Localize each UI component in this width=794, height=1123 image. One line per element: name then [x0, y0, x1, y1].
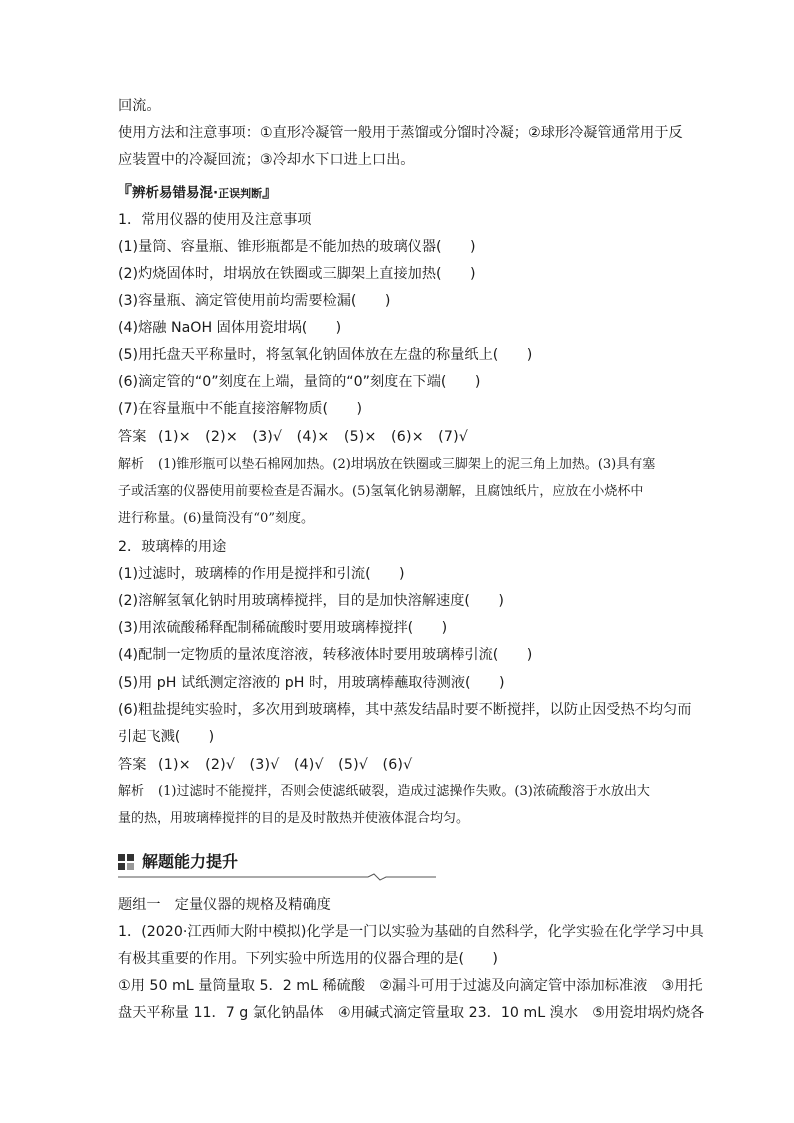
question-line-4: 盘天平称量 11．7 g 氯化钠晶体 ④用碱式滴定管量取 23．10 mL 溴水 ⑤用瓷坩埚灼烧各: [118, 1005, 705, 1021]
s2-item-5: (5)用 pH 试纸测定溶液的 pH 时，用玻璃棒蘸取待测液( ): [118, 675, 505, 691]
s1-answer-value: (1)× (2)× (3)√ (4)× (5)× (6)× (7)√: [158, 429, 469, 445]
s1-explain-3: 进行称量。(6)量筒没有“0”刻度。: [118, 511, 314, 526]
section-header: [118, 848, 448, 878]
question-line-1: 1．(2020·江西师大附中模拟)化学是一门以实验为基础的自然科学，化学实验在化学学习中具: [118, 924, 704, 940]
tag-main: 辨析易错易混: [132, 185, 214, 201]
group-title: 题组一 定量仪器的规格及精确度: [118, 897, 331, 913]
section-header-title: 解题能力提升: [142, 852, 239, 871]
tag-sub: 正误判断: [218, 187, 263, 200]
s2-answer-label: 答案: [118, 757, 147, 773]
bracket-left-icon: 『: [116, 182, 133, 201]
error-analysis-tag: [116, 181, 278, 203]
s2-item-6-cont: 引起飞溅( ): [118, 729, 215, 745]
s2-item-1: (1)过滤时，玻璃棒的作用是搅拌和引流( ): [118, 566, 405, 582]
s1-item-3: (3)容量瓶、滴定管使用前均需要检漏( ): [118, 293, 391, 309]
s1-item-4: (4)熔融 NaOH 固体用瓷坩埚( ): [118, 320, 342, 336]
s1-explain-1: [118, 455, 678, 475]
section2-title: 2．玻璃棒的用途: [118, 539, 227, 555]
s1-answer: [118, 427, 678, 447]
bracket-right-icon: 』: [262, 182, 279, 201]
s2-explain-label: 解析: [118, 784, 145, 799]
s2-item-4: (4)配制一定物质的量浓度溶液，转移液体时要用玻璃棒引流( ): [118, 647, 533, 663]
intro-line-1: 回流。: [118, 98, 161, 114]
intro-line-3: 应装置中的冷凝回流；③冷却水下口进上口出。: [118, 152, 415, 168]
s1-item-7: (7)在容量瓶中不能直接溶解物质( ): [118, 401, 362, 417]
s1-item-6: (6)滴定管的“0”刻度在上端，量筒的“0”刻度在下端( ): [118, 374, 481, 390]
s2-answer: [118, 755, 678, 775]
question-line-2: 有极其重要的作用。下列实验中所选用的仪器合理的是( ): [118, 951, 498, 967]
s1-answer-label: 答案: [118, 429, 147, 445]
s1-explain-text-1: (1)锥形瓶可以垫石棉网加热。(2)坩埚放在铁圈或三脚架上的泥三角上加热。(3)具有塞: [158, 457, 656, 472]
s1-item-2: (2)灼烧固体时，坩埚放在铁圈或三脚架上直接加热( ): [118, 266, 476, 282]
s2-item-3: (3)用浓硫酸稀释配制稀硫酸时要用玻璃棒搅拌( ): [118, 620, 448, 636]
s2-explain-2: 量的热，用玻璃棒搅拌的目的是及时散热并使液体混合均匀。: [118, 811, 470, 826]
s1-explain-2: 子或活塞的仪器使用前要检查是否漏水。(5)氢氧化钠易潮解，且腐蚀纸片，应放在小烧杯中: [118, 484, 644, 499]
s1-item-1: (1)量筒、容量瓶、锥形瓶都是不能加热的玻璃仪器( ): [118, 239, 476, 255]
s1-item-5: (5)用托盘天平称量时，将氢氧化钠固体放在左盘的称量纸上( ): [118, 347, 533, 363]
section1-title: 1．常用仪器的使用及注意事项: [118, 212, 312, 228]
s2-answer-value: (1)× (2)√ (3)√ (4)√ (5)√ (6)√: [158, 757, 413, 773]
section-underline: [118, 874, 436, 880]
tag-dot: ·: [213, 185, 219, 201]
s2-explain-1: [118, 782, 678, 802]
section-blocks-icon: [118, 854, 134, 870]
question-line-3: ①用 50 mL 量筒量取 5．2 mL 稀硫酸 ②漏斗可用于过滤及向滴定管中添加标准液 ③用托: [118, 978, 703, 994]
intro-line-2: 使用方法和注意事项：①直形冷凝管一般用于蒸馏或分馏时冷凝；②球形冷凝管通常用于反: [118, 125, 683, 141]
s2-explain-text-1: (1)过滤时不能搅拌，否则会使滤纸破裂，造成过滤操作失败。(3)浓硫酸溶于水放出大: [158, 784, 650, 799]
s1-explain-label: 解析: [118, 457, 145, 472]
s2-item-2: (2)溶解氢氧化钠时用玻璃棒搅拌，目的是加快溶解速度( ): [118, 593, 504, 609]
s2-item-6: (6)粗盐提纯实验时，多次用到玻璃棒，其中蒸发结晶时要不断搅拌，以防止因受热不均匀而: [118, 702, 692, 718]
